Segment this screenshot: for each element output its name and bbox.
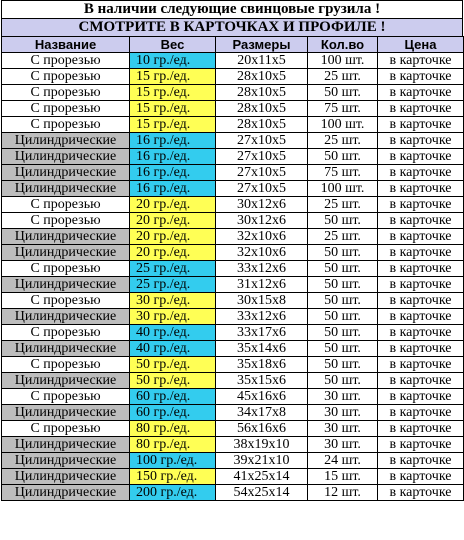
cell-price: в карточке (378, 53, 464, 69)
table-row (2, 277, 464, 293)
column-header-size: Размеры (216, 37, 308, 53)
cell-size: 30х12х6 (216, 197, 308, 213)
cell-name: Цилиндрические (2, 181, 130, 197)
cell-price: в карточке (378, 309, 464, 325)
cell-name: С прорезью (2, 101, 130, 117)
cell-name: Цилиндрические (2, 165, 130, 181)
table-row (2, 181, 464, 197)
cell-name: С прорезью (2, 197, 130, 213)
cell-qty: 25 шт. (308, 133, 378, 149)
cell-name: Цилиндрические (2, 245, 130, 261)
cell-size: 28х10х5 (216, 117, 308, 133)
column-header-price: Цена (378, 37, 464, 53)
cell-qty: 50 шт. (308, 293, 378, 309)
cell-weight: 15 гр./ед. (130, 101, 216, 117)
table-row (2, 309, 464, 325)
cell-qty: 50 шт. (308, 213, 378, 229)
table-row (2, 293, 464, 309)
table-row (2, 469, 464, 485)
cell-qty: 50 шт. (308, 245, 378, 261)
price-sheet (1, 0, 463, 501)
table-row (2, 325, 464, 341)
cell-weight: 100 гр./ед. (130, 453, 216, 469)
cell-weight: 20 гр./ед. (130, 197, 216, 213)
cell-weight: 80 гр./ед. (130, 437, 216, 453)
cell-price: в карточке (378, 373, 464, 389)
cell-size: 28х10х5 (216, 69, 308, 85)
cell-price: в карточке (378, 101, 464, 117)
cell-qty: 25 шт. (308, 69, 378, 85)
cell-qty: 50 шт. (308, 149, 378, 165)
cell-price: в карточке (378, 277, 464, 293)
table-row (2, 485, 464, 501)
cell-size: 32х10х6 (216, 229, 308, 245)
cell-qty: 75 шт. (308, 101, 378, 117)
cell-price: в карточке (378, 437, 464, 453)
cell-weight: 16 гр./ед. (130, 181, 216, 197)
cell-weight: 20 гр./ед. (130, 213, 216, 229)
cell-qty: 100 шт. (308, 181, 378, 197)
table-row (2, 437, 464, 453)
cell-price: в карточке (378, 117, 464, 133)
cell-weight: 25 гр./ед. (130, 261, 216, 277)
cell-price: в карточке (378, 293, 464, 309)
sinker-table (1, 36, 464, 501)
cell-weight: 10 гр./ед. (130, 53, 216, 69)
cell-weight: 15 гр./ед. (130, 69, 216, 85)
table-row (2, 373, 464, 389)
cell-size: 38х19х10 (216, 437, 308, 453)
cell-name: С прорезью (2, 357, 130, 373)
cell-weight: 60 гр./ед. (130, 389, 216, 405)
cell-qty: 25 шт. (308, 197, 378, 213)
table-row (2, 213, 464, 229)
cell-price: в карточке (378, 325, 464, 341)
cell-price: в карточке (378, 341, 464, 357)
column-header-name: Название (2, 37, 130, 53)
table-row (2, 149, 464, 165)
cell-name: Цилиндрические (2, 373, 130, 389)
table-row (2, 133, 464, 149)
page-subtitle: СМОТРИТЕ В КАРТОЧКАХ И ПРОФИЛЕ ! (1, 18, 463, 36)
cell-qty: 25 шт. (308, 229, 378, 245)
cell-weight: 15 гр./ед. (130, 85, 216, 101)
table-row (2, 405, 464, 421)
cell-size: 54х25х14 (216, 485, 308, 501)
cell-size: 28х10х5 (216, 101, 308, 117)
cell-weight: 16 гр./ед. (130, 165, 216, 181)
cell-qty: 50 шт. (308, 325, 378, 341)
cell-weight: 50 гр./ед. (130, 373, 216, 389)
table-row (2, 261, 464, 277)
cell-size: 33х12х6 (216, 309, 308, 325)
cell-name: С прорезью (2, 213, 130, 229)
cell-price: в карточке (378, 133, 464, 149)
cell-qty: 30 шт. (308, 389, 378, 405)
cell-price: в карточке (378, 261, 464, 277)
cell-qty: 100 шт. (308, 53, 378, 69)
cell-size: 31х12х6 (216, 277, 308, 293)
table-row (2, 453, 464, 469)
cell-size: 45х16х6 (216, 389, 308, 405)
cell-name: С прорезью (2, 325, 130, 341)
cell-name: С прорезью (2, 85, 130, 101)
cell-qty: 50 шт. (308, 309, 378, 325)
cell-price: в карточке (378, 485, 464, 501)
cell-weight: 200 гр./ед. (130, 485, 216, 501)
table-row (2, 245, 464, 261)
cell-name: С прорезью (2, 53, 130, 69)
table-row (2, 389, 464, 405)
cell-name: С прорезью (2, 421, 130, 437)
cell-name: С прорезью (2, 293, 130, 309)
column-header-weight: Вес (130, 37, 216, 53)
cell-name: С прорезью (2, 389, 130, 405)
cell-qty: 50 шт. (308, 373, 378, 389)
cell-weight: 16 гр./ед. (130, 149, 216, 165)
cell-qty: 50 шт. (308, 277, 378, 293)
cell-weight: 40 гр./ед. (130, 325, 216, 341)
cell-name: Цилиндрические (2, 149, 130, 165)
cell-size: 27х10х5 (216, 149, 308, 165)
cell-weight: 80 гр./ед. (130, 421, 216, 437)
cell-weight: 30 гр./ед. (130, 309, 216, 325)
page-title: В наличии следующие свинцовые грузила ! (1, 0, 463, 18)
cell-price: в карточке (378, 405, 464, 421)
cell-price: в карточке (378, 229, 464, 245)
cell-price: в карточке (378, 149, 464, 165)
cell-weight: 20 гр./ед. (130, 229, 216, 245)
cell-name: С прорезью (2, 69, 130, 85)
table-row (2, 421, 464, 437)
cell-qty: 50 шт. (308, 85, 378, 101)
table-row (2, 197, 464, 213)
cell-size: 35х14х6 (216, 341, 308, 357)
cell-weight: 40 гр./ед. (130, 341, 216, 357)
cell-size: 39х21х10 (216, 453, 308, 469)
cell-price: в карточке (378, 245, 464, 261)
cell-size: 27х10х5 (216, 133, 308, 149)
cell-size: 28х10х5 (216, 85, 308, 101)
cell-name: Цилиндрические (2, 277, 130, 293)
cell-price: в карточке (378, 421, 464, 437)
cell-weight: 20 гр./ед. (130, 245, 216, 261)
table-header-row (2, 37, 464, 53)
cell-qty: 12 шт. (308, 485, 378, 501)
cell-weight: 15 гр./ед. (130, 117, 216, 133)
cell-name: Цилиндрические (2, 309, 130, 325)
cell-size: 41х25х14 (216, 469, 308, 485)
cell-price: в карточке (378, 197, 464, 213)
cell-size: 32х10х6 (216, 245, 308, 261)
cell-qty: 100 шт. (308, 117, 378, 133)
table-row (2, 101, 464, 117)
cell-size: 27х10х5 (216, 181, 308, 197)
table-row (2, 341, 464, 357)
cell-size: 35х18х6 (216, 357, 308, 373)
cell-size: 35х15х6 (216, 373, 308, 389)
cell-name: Цилиндрические (2, 469, 130, 485)
table-row (2, 165, 464, 181)
table-row (2, 69, 464, 85)
cell-qty: 30 шт. (308, 437, 378, 453)
cell-name: С прорезью (2, 117, 130, 133)
cell-weight: 16 гр./ед. (130, 133, 216, 149)
cell-price: в карточке (378, 213, 464, 229)
cell-price: в карточке (378, 165, 464, 181)
cell-qty: 24 шт. (308, 453, 378, 469)
cell-price: в карточке (378, 469, 464, 485)
cell-price: в карточке (378, 181, 464, 197)
cell-price: в карточке (378, 357, 464, 373)
cell-size: 30х12х6 (216, 213, 308, 229)
cell-price: в карточке (378, 389, 464, 405)
cell-qty: 50 шт. (308, 261, 378, 277)
cell-qty: 15 шт. (308, 469, 378, 485)
table-row (2, 53, 464, 69)
cell-weight: 150 гр./ед. (130, 469, 216, 485)
table-row (2, 229, 464, 245)
cell-name: Цилиндрические (2, 229, 130, 245)
cell-size: 30х15х8 (216, 293, 308, 309)
cell-size: 20х11х5 (216, 53, 308, 69)
cell-name: Цилиндрические (2, 437, 130, 453)
cell-name: С прорезью (2, 261, 130, 277)
cell-price: в карточке (378, 85, 464, 101)
cell-price: в карточке (378, 453, 464, 469)
cell-qty: 30 шт. (308, 421, 378, 437)
cell-qty: 30 шт. (308, 405, 378, 421)
cell-name: Цилиндрические (2, 133, 130, 149)
cell-qty: 75 шт. (308, 165, 378, 181)
cell-size: 56х16х6 (216, 421, 308, 437)
cell-name: Цилиндрические (2, 341, 130, 357)
cell-weight: 60 гр./ед. (130, 405, 216, 421)
cell-name: Цилиндрические (2, 485, 130, 501)
table-row (2, 85, 464, 101)
column-header-qty: Кол.во (308, 37, 378, 53)
cell-qty: 50 шт. (308, 357, 378, 373)
cell-size: 33х17х6 (216, 325, 308, 341)
cell-name: Цилиндрические (2, 453, 130, 469)
cell-qty: 50 шт. (308, 341, 378, 357)
cell-weight: 25 гр./ед. (130, 277, 216, 293)
cell-weight: 50 гр./ед. (130, 357, 216, 373)
cell-size: 33х12х6 (216, 261, 308, 277)
cell-price: в карточке (378, 69, 464, 85)
cell-weight: 30 гр./ед. (130, 293, 216, 309)
cell-name: Цилиндрические (2, 405, 130, 421)
cell-size: 27х10х5 (216, 165, 308, 181)
cell-size: 34х17х8 (216, 405, 308, 421)
table-row (2, 357, 464, 373)
table-row (2, 117, 464, 133)
